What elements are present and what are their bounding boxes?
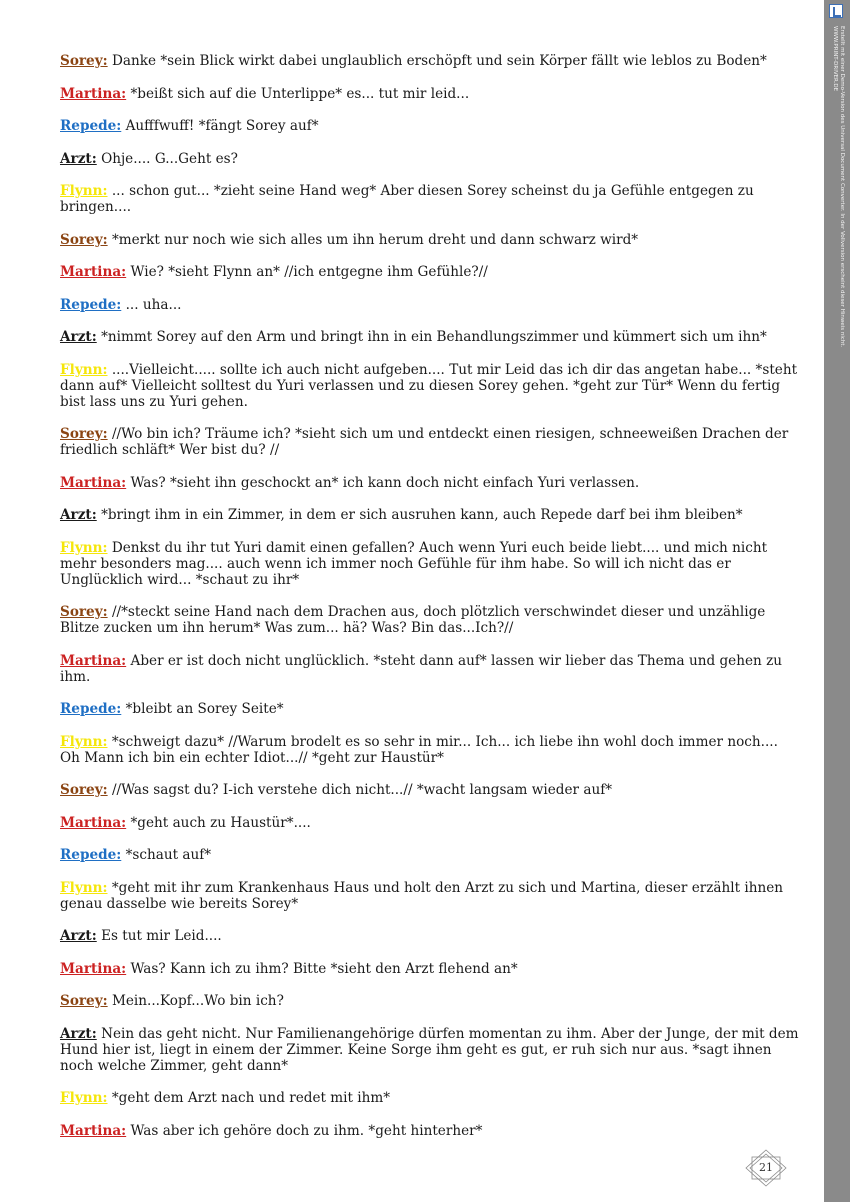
dialog-line	[60, 329, 802, 345]
dialog-line	[60, 782, 802, 798]
dialog-line	[60, 815, 802, 831]
speaker-name: Arzt:	[60, 928, 97, 944]
dialog-line	[60, 993, 802, 1009]
dialog-text: *beißt sich auf die Unterlippe* es... tut mir leid...	[130, 85, 470, 102]
dialog-line	[60, 362, 802, 410]
dialog-line	[60, 880, 802, 912]
speaker-name: Martina:	[60, 85, 127, 102]
dialog-text: Ohje.... G...Geht es?	[101, 150, 238, 167]
dialog-text: Was? Kann ich zu ihm? Bitte *sieht den Arzt flehend an*	[130, 960, 518, 977]
dialog-text: Mein...Kopf...Wo bin ich?	[111, 993, 284, 1009]
watermark-line: Erstellt mit einer Demo-Version des Universal Document Converter. In der Vollversion erscheint dieser Hinweis nicht.	[839, 26, 845, 348]
speaker-name: Repede:	[60, 118, 122, 134]
dialog-text: *schweigt dazu* //Warum brodelt es so sehr in mir... Ich... ich liebe ihn wohl doch immer noch.... Oh Mann ich bin ein echter Idiot...// *geht zur Haustür*	[60, 733, 778, 766]
speaker-name: Repede:	[60, 296, 122, 313]
speaker-name: Martina:	[60, 652, 127, 669]
speaker-name: Sorey:	[60, 53, 108, 69]
speaker-name: Sorey:	[60, 993, 108, 1009]
dialog-line	[60, 86, 802, 102]
dialog-line	[60, 1026, 802, 1074]
dialog-line	[60, 847, 802, 863]
dialog-line	[60, 1090, 802, 1106]
speaker-name: Arzt:	[60, 507, 97, 523]
watermark-notice	[831, 26, 845, 586]
speaker-name: Martina:	[60, 814, 127, 831]
speaker-name: Martina:	[60, 1122, 127, 1139]
dialog-line	[60, 507, 802, 523]
converter-watermark-sidebar	[824, 0, 850, 1202]
dialog-line	[60, 734, 802, 766]
dialog-text: ....Vielleicht..... sollte ich auch nicht aufgeben.... Tut mir Leid das ich dir das angetan habe... *steht dann auf* Vielleicht solltest du Yuri verlassen und zu diesen Sorey gehen. *geht zur Tür* Wenn du fertig bist lass uns zu Yuri gehen.	[60, 361, 798, 410]
speaker-name: Repede:	[60, 701, 122, 717]
dialog-text: //*steckt seine Hand nach dem Drachen aus, doch plötzlich verschwindet dieser und unzählige Blitze zucken um ihn herum* Was zum... hä? Was? Bin das...Ich?//	[60, 604, 766, 636]
dialog-text: Was aber ich gehöre doch zu ihm. *geht hinterher*	[130, 1122, 483, 1139]
dialog-text: Es tut mir Leid....	[101, 928, 222, 944]
speaker-name: Sorey:	[60, 426, 108, 442]
dialog-line	[60, 540, 802, 588]
dialog-text: Danke *sein Blick wirkt dabei unglaublich erschöpft und sein Körper fällt wie leblos zu Boden*	[111, 53, 767, 69]
dialog-line	[60, 151, 802, 167]
dialog-text: Was? *sieht ihn geschockt an* ich kann doch nicht einfach Yuri verlassen.	[130, 474, 640, 491]
dialog-transcript	[60, 53, 802, 1155]
dialog-line	[60, 653, 802, 685]
dialog-text: *bleibt an Sorey Seite*	[125, 701, 284, 717]
dialog-text: //Was sagst du? I-ich verstehe dich nicht...// *wacht langsam wieder auf*	[111, 782, 613, 798]
speaker-name: Repede:	[60, 847, 122, 863]
dialog-text: *geht auch zu Haustür*....	[130, 814, 311, 831]
dialog-line	[60, 118, 802, 134]
dialog-text: *merkt nur noch wie sich alles um ihn herum dreht und dann schwarz wird*	[111, 231, 639, 248]
dialog-line	[60, 604, 802, 636]
dialog-line	[60, 297, 802, 313]
dialog-line	[60, 426, 802, 458]
speaker-name: Sorey:	[60, 231, 108, 248]
speaker-name: Martina:	[60, 264, 127, 280]
dialog-text: Aufffwuff! *fängt Sorey auf*	[125, 118, 319, 134]
dialog-line	[60, 264, 802, 280]
speaker-name: Flynn:	[60, 183, 108, 199]
speaker-name: Martina:	[60, 960, 127, 977]
watermark-url: WWW.PRINT-DRIVER.DE	[832, 26, 838, 92]
dialog-text: Nein das geht nicht. Nur Familienangehörige dürfen momentan zu ihm. Aber der Junge, der mit dem Hund hier ist, liegt in einem der Zimmer. Keine Sorge ihm geht es gut, er ruh sich nur aus. *sagt ihnen noch welche Zimmer, geht dann*	[60, 1025, 799, 1074]
dialog-line	[60, 53, 802, 69]
speaker-name: Arzt:	[60, 329, 97, 345]
dialog-text: Denkst du ihr tut Yuri damit einen gefallen? Auch wenn Yuri euch beide liebt.... und mich nicht mehr besonders mag.... auch wenn ich immer noch Gefühle für ihm habe. So will ich nicht das er Unglücklich wird... *schaut zu ihr*	[60, 539, 768, 588]
dialog-line	[60, 928, 802, 944]
dialog-text: *nimmt Sorey auf den Arm und bringt ihn in ein Behandlungszimmer und kümmert sich um ihn*	[101, 329, 767, 345]
speaker-name: Flynn:	[60, 1090, 108, 1106]
page-number-badge	[744, 1148, 788, 1188]
dialog-text: *bringt ihm in ein Zimmer, in dem er sich ausruhen kann, auch Repede darf bei ihm bleiben*	[101, 507, 743, 523]
speaker-name: Flynn:	[60, 733, 108, 750]
dialog-text: *schaut auf*	[125, 847, 212, 863]
dialog-line	[60, 701, 802, 717]
speaker-name: Martina:	[60, 474, 127, 491]
dialog-text: ... uha...	[125, 296, 182, 313]
watermark-text-block	[827, 26, 847, 586]
dialog-line	[60, 961, 802, 977]
dialog-text: Aber er ist doch nicht unglücklich. *steht dann auf* lassen wir lieber das Thema und gehen zu ihm.	[60, 652, 783, 685]
dialog-text: //Wo bin ich? Träume ich? *sieht sich um und entdeckt einen riesigen, schneeweißen Drachen der friedlich schläft* Wer bist du? //	[60, 426, 789, 458]
converter-logo-icon	[829, 4, 843, 18]
dialog-line	[60, 183, 802, 215]
speaker-name: Arzt:	[60, 1025, 97, 1042]
speaker-name: Flynn:	[60, 879, 108, 896]
dialog-text: Wie? *sieht Flynn an* //ich entgegne ihm Gefühle?//	[130, 264, 488, 280]
speaker-name: Flynn:	[60, 361, 108, 378]
speaker-name: Arzt:	[60, 150, 97, 167]
speaker-name: Sorey:	[60, 782, 108, 798]
speaker-name: Flynn:	[60, 539, 108, 556]
dialog-text: ... schon gut... *zieht seine Hand weg* Aber diesen Sorey scheinst du ja Gefühle entgegen zu bringen....	[60, 183, 754, 215]
dialog-line	[60, 232, 802, 248]
dialog-line	[60, 475, 802, 491]
speaker-name: Sorey:	[60, 604, 108, 620]
dialog-text: *geht mit ihr zum Krankenhaus Haus und holt den Arzt zu sich und Martina, dieser erzählt ihnen genau dasselbe wie bereits Sorey*	[60, 879, 784, 912]
dialog-line	[60, 1123, 802, 1139]
dialog-text: *geht dem Arzt nach und redet mit ihm*	[111, 1090, 391, 1106]
page-number: 21	[759, 1161, 773, 1174]
